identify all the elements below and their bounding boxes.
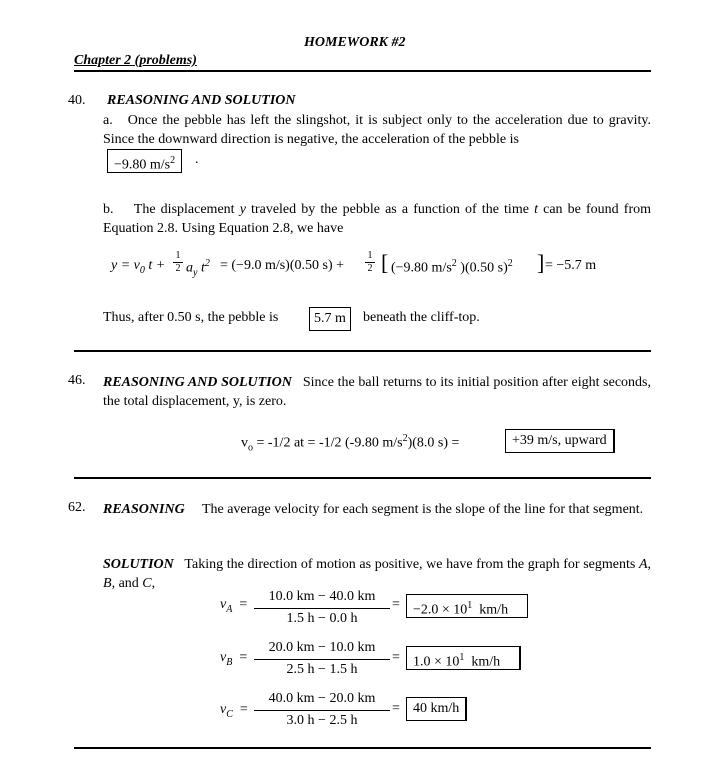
problem-heading: REASONING [103,502,185,517]
paragraph-text: Once the pebble has left the slingshot, it is subject only to the acceleration due to gravity. Since the downward direction is negative, the acceleration of the pebble is [103,113,652,147]
header-rule [74,70,651,72]
answer-box: $-2.0 \times 10^1$ km/h [406,594,528,618]
bracket-right: ] [537,250,545,275]
equation-term: $y = v_0$ t + [111,258,166,276]
problem-number: 46. [68,373,86,388]
equation-result: = −5.7 m [545,258,597,273]
paragraph-text: can be found from Equation 2.8. Using Equation 2.8, we have [103,202,652,236]
problem-heading: REASONING AND SOLUTION [103,375,292,390]
answer-box: 5.7 m [309,307,351,331]
equation-term: (−9.80 $m/s^2$ )(0.50 s)$^2$ [391,258,513,276]
answer-value: −9.80 m/s [114,157,171,173]
variable: y [239,202,246,217]
velocity-label: $v_B$ = [220,650,248,668]
velocity-label: $v_C$ = [220,702,248,720]
section-divider [74,477,651,479]
fraction-denominator: 3.0 h − 2.5 h [286,713,358,728]
paragraph-text: Since the ball returns to its initial position after eight seconds, the total displacement, y, is zero. [103,375,652,409]
velocity-label: $v_A$ = [220,597,248,615]
problem-heading: REASONING AND SOLUTION [107,93,296,108]
answer-box: $1.0 \times 10^1$ km/h [406,646,521,670]
problem-text [103,373,651,411]
fraction-denominator: 2.5 h − 1.5 h [286,662,358,677]
velocity-fraction [254,689,390,731]
fraction-numerator: 40.0 km − 20.0 km [254,689,390,711]
conclusion-text: beneath the cliff-top. [363,310,480,325]
answer-box: 40 km/h [406,697,467,721]
variable: t [534,202,538,217]
equation: $v_o = -1/2$ at = -1/2 (-9.80 $m/s^2)(8.0$ s) = [241,433,460,454]
velocity-fraction [254,587,390,629]
part-b-text [103,200,651,238]
equals-sign: = [392,597,400,612]
velocity-fraction [254,638,390,680]
period: . [195,152,199,167]
fraction-denominator: 1.5 h − 0.0 h [286,611,358,626]
solution-heading: SOLUTION [103,557,174,572]
problem-number: 62. [68,500,86,515]
part-a-text [103,111,651,149]
paragraph-text: traveled by the pebble as a function of the time [251,202,529,217]
problem-number: 40. [68,93,86,108]
answer-box: +39 m/s, upward [505,429,615,453]
fraction-half: $\frac{1}{2}$ [173,250,183,274]
part-label: b. [103,202,114,217]
paragraph-text: The displacement [133,202,235,217]
solution-text: SOLUTION Taking the direction of motion as positive, we have from the graph for segments A, B, and C, [103,557,652,591]
fraction-numerator: 10.0 km − 40.0 km [254,587,390,609]
problem-text [103,500,651,519]
fraction-half: $\frac{1}{2}$ [365,250,375,274]
equation-term: $a_y$ $t^2$ [186,258,210,279]
part-label: a. [103,113,113,128]
equals-sign: = [392,701,400,716]
exponent: 2 [170,155,176,166]
bracket-left: [ [381,250,389,275]
conclusion-text: Thus, after 0.50 s, the pebble is [103,310,279,325]
section-divider [74,747,651,749]
answer-box [107,149,182,173]
paragraph-text: Taking the direction of motion as positive, we have from the graph for segments [184,557,636,572]
fraction-numerator: 20.0 km − 10.0 km [254,638,390,660]
equation-term: = (−9.0 m/s)(0.50 s) + [220,258,345,273]
page-title: HOMEWORK #2 [304,35,406,50]
paragraph-text: The average velocity for each segment is the slope of the line for that segment. [201,502,644,517]
chapter-heading: Chapter 2 (problems) [74,53,197,68]
equals-sign: = [392,650,400,665]
section-divider [74,350,651,352]
